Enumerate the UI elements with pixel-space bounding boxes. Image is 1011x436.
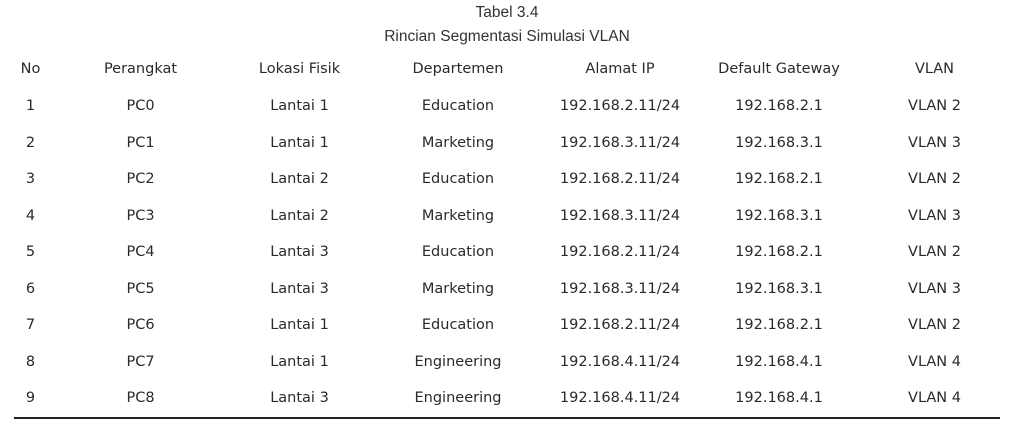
cell-vlan: VLAN 2 <box>908 98 961 115</box>
table-row <box>14 198 1000 235</box>
cell-lokasi-fisik: Lantai 1 <box>270 353 329 370</box>
header-alamat-ip: Alamat IP <box>585 61 655 77</box>
cell-vlan: VLAN 4 <box>908 353 961 370</box>
table-row <box>14 271 1000 308</box>
header-no: No <box>20 61 41 77</box>
cell-vlan: VLAN 3 <box>908 207 961 224</box>
cell-default-gateway: 192.168.3.1 <box>735 134 823 151</box>
cell-no: 9 <box>14 380 47 418</box>
table-row <box>14 125 1000 162</box>
cell-departemen: Education <box>421 244 495 261</box>
cell-vlan: VLAN 2 <box>908 317 961 334</box>
cell-default-gateway: 192.168.3.1 <box>735 207 823 224</box>
cell-lokasi-fisik: Lantai 2 <box>270 207 329 224</box>
table-row <box>14 344 1000 381</box>
header-vlan: VLAN <box>914 61 955 77</box>
cell-perangkat: PC3 <box>126 207 155 224</box>
cell-departemen: Marketing <box>421 134 495 151</box>
cell-departemen: Engineering <box>365 380 551 418</box>
cell-alamat-ip: 192.168.4.11/24 <box>559 353 681 370</box>
cell-perangkat: PC2 <box>126 171 155 188</box>
cell-lokasi-fisik: Lantai 1 <box>270 134 329 151</box>
cell-no: 2 <box>25 134 36 151</box>
cell-departemen: Engineering <box>414 353 502 370</box>
cell-lokasi-fisik: Lantai 1 <box>270 98 329 115</box>
cell-perangkat: PC5 <box>126 280 155 297</box>
cell-lokasi-fisik: Lantai 2 <box>270 171 329 188</box>
table-row <box>14 380 1000 418</box>
cell-alamat-ip: 192.168.3.11/24 <box>559 280 681 297</box>
header-perangkat: Perangkat <box>103 61 178 77</box>
cell-no: 7 <box>25 317 36 334</box>
cell-alamat-ip: 192.168.2.11/24 <box>559 244 681 261</box>
vlan-segmentation-table <box>14 50 1000 419</box>
cell-departemen: Marketing <box>421 207 495 224</box>
cell-default-gateway: 192.168.4.1 <box>689 380 869 418</box>
cell-default-gateway: 192.168.2.1 <box>735 98 823 115</box>
cell-perangkat: PC7 <box>126 353 155 370</box>
cell-vlan: VLAN 3 <box>908 280 961 297</box>
cell-alamat-ip: 192.168.2.11/24 <box>559 98 681 115</box>
cell-alamat-ip: 192.168.3.11/24 <box>559 207 681 224</box>
cell-departemen: Marketing <box>421 280 495 297</box>
table-row <box>14 161 1000 198</box>
cell-lokasi-fisik: Lantai 3 <box>270 280 329 297</box>
cell-no: 4 <box>25 207 36 224</box>
cell-no: 1 <box>25 98 36 115</box>
table-row <box>14 88 1000 125</box>
cell-departemen: Education <box>421 98 495 115</box>
cell-departemen: Education <box>421 171 495 188</box>
cell-perangkat: PC4 <box>126 244 155 261</box>
table-row <box>14 234 1000 271</box>
cell-default-gateway: 192.168.4.1 <box>735 353 823 370</box>
header-row <box>14 50 1000 88</box>
cell-lokasi-fisik: Lantai 3 <box>234 380 365 418</box>
cell-no: 8 <box>25 353 36 370</box>
table-row <box>14 307 1000 344</box>
cell-perangkat: PC0 <box>126 98 155 115</box>
cell-vlan: VLAN 2 <box>908 171 961 188</box>
cell-vlan: VLAN 4 <box>869 380 1000 418</box>
cell-default-gateway: 192.168.3.1 <box>735 280 823 297</box>
cell-lokasi-fisik: Lantai 3 <box>270 244 329 261</box>
cell-no: 5 <box>25 244 36 261</box>
cell-alamat-ip: 192.168.3.11/24 <box>559 134 681 151</box>
cell-alamat-ip: 192.168.2.11/24 <box>559 171 681 188</box>
header-lokasi-fisik: Lokasi Fisik <box>258 61 341 77</box>
table-number: Tabel 3.4 <box>475 4 539 21</box>
cell-default-gateway: 192.168.2.1 <box>735 171 823 188</box>
cell-no: 3 <box>25 171 36 188</box>
cell-lokasi-fisik: Lantai 1 <box>270 317 329 334</box>
cell-vlan: VLAN 2 <box>908 244 961 261</box>
cell-alamat-ip: 192.168.2.11/24 <box>559 317 681 334</box>
cell-perangkat: PC6 <box>126 317 155 334</box>
cell-default-gateway: 192.168.2.1 <box>735 317 823 334</box>
header-default-gateway: Default Gateway <box>718 61 840 77</box>
cell-default-gateway: 192.168.2.1 <box>735 244 823 261</box>
cell-vlan: VLAN 3 <box>908 134 961 151</box>
cell-perangkat: PC1 <box>126 134 155 151</box>
table-title: Rincian Segmentasi Simulasi VLAN <box>384 28 630 45</box>
cell-no: 6 <box>25 280 36 297</box>
cell-perangkat: PC8 <box>47 380 234 418</box>
cell-departemen: Education <box>421 317 495 334</box>
header-departemen: Departemen <box>412 61 504 77</box>
cell-alamat-ip: 192.168.4.11/24 <box>551 380 689 418</box>
